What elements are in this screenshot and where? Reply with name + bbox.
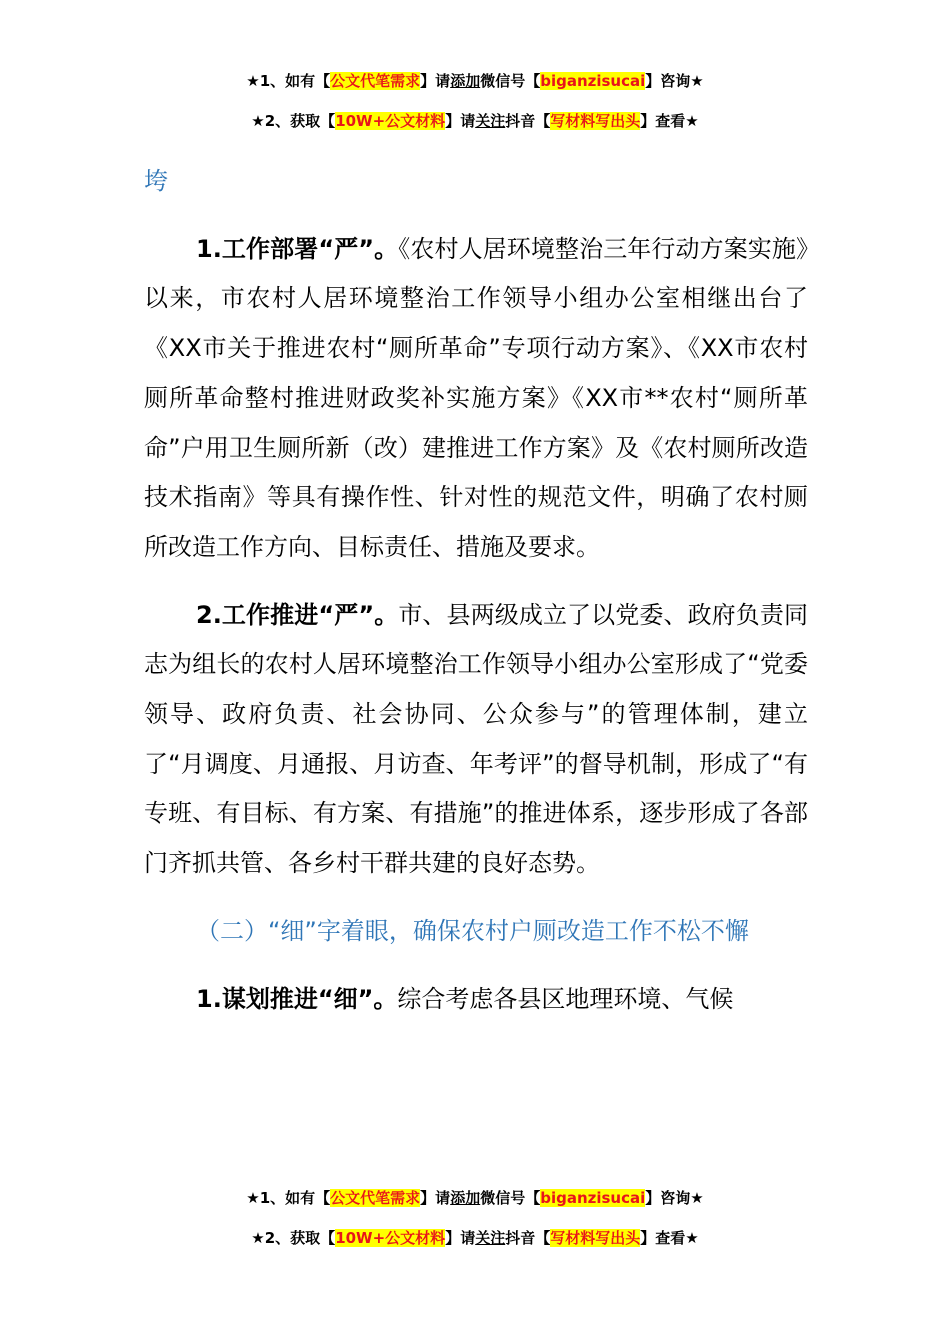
bottom-banner-line-2: ★2、获取【10W+公文材料】请关注抖音【写材料写出头】查看★ (251, 1229, 699, 1247)
document-body (144, 157, 808, 1024)
heading-fragment: 垮 (144, 167, 168, 195)
highlight-ghostwriting: 公文代笔需求 (330, 1189, 421, 1207)
paragraph-lead: 1.谋划推进“细”。 (196, 984, 398, 1013)
paragraph-work-deployment: 1.工作部署“严”。《农村人居环境整治三年行动方案实施》以来，市农村人居环境整治工作领导小组办公室相继出台了《XX市关于推进农村“厕所革命”专项行动方案》、《XX市农村厕所革命整村推进财政奖补实施方案》《XX市**农村“厕所革命”户用卫生厕所新（改）建推进工作方案》及《农村厕所改造技术指南》等具有操作性、针对性的规范文件，明确了农村厕所改造工作方向、目标责任、措施及要求。 (144, 234, 808, 561)
highlight-ghostwriting: 公文代笔需求 (330, 72, 421, 90)
paragraph-work-promotion: 2.工作推进“严”。市、县两级成立了以党委、政府负责同志为组长的农村人居环境整治工作领导小组办公室形成了“党委领导、政府负责、社会协同、公众参与”的管理体制，建立了“月调度、月通报、月访查、年考评”的督导机制，形成了“有专班、有目标、有方案、有措施”的推进体系，逐步形成了各部门齐抓共管、各乡村干群共建的良好态势。 (144, 600, 808, 878)
top-banner-line-2: ★2、获取【10W+公文材料】请关注抖音【写材料写出头】查看★ (251, 112, 699, 130)
top-banner-line-1: ★1、如有【公文代笔需求】请添加微信号【biganzisucai】咨询★ (246, 72, 704, 90)
section-heading-2: （二）“细”字着眼，确保农村户厕改造工作不松不懈 (196, 916, 749, 945)
highlight-wechat-id: biganzisucai (540, 72, 646, 90)
bottom-banner-line-1: ★1、如有【公文代笔需求】请添加微信号【biganzisucai】咨询★ (246, 1189, 704, 1207)
paragraph-lead: 1.工作部署“严”。 (196, 234, 399, 263)
highlight-wechat-id: biganzisucai (540, 1189, 646, 1207)
highlight-douyin: 写材料写出头 (550, 112, 641, 130)
highlight-materials: 10W+公文材料 (335, 112, 446, 130)
highlight-materials: 10W+公文材料 (335, 1229, 446, 1247)
paragraph-planning: 1.谋划推进“细”。综合考虑各县区地理环境、气候 (196, 984, 734, 1013)
highlight-douyin: 写材料写出头 (550, 1229, 641, 1247)
paragraph-lead: 2.工作推进“严”。 (196, 600, 399, 629)
